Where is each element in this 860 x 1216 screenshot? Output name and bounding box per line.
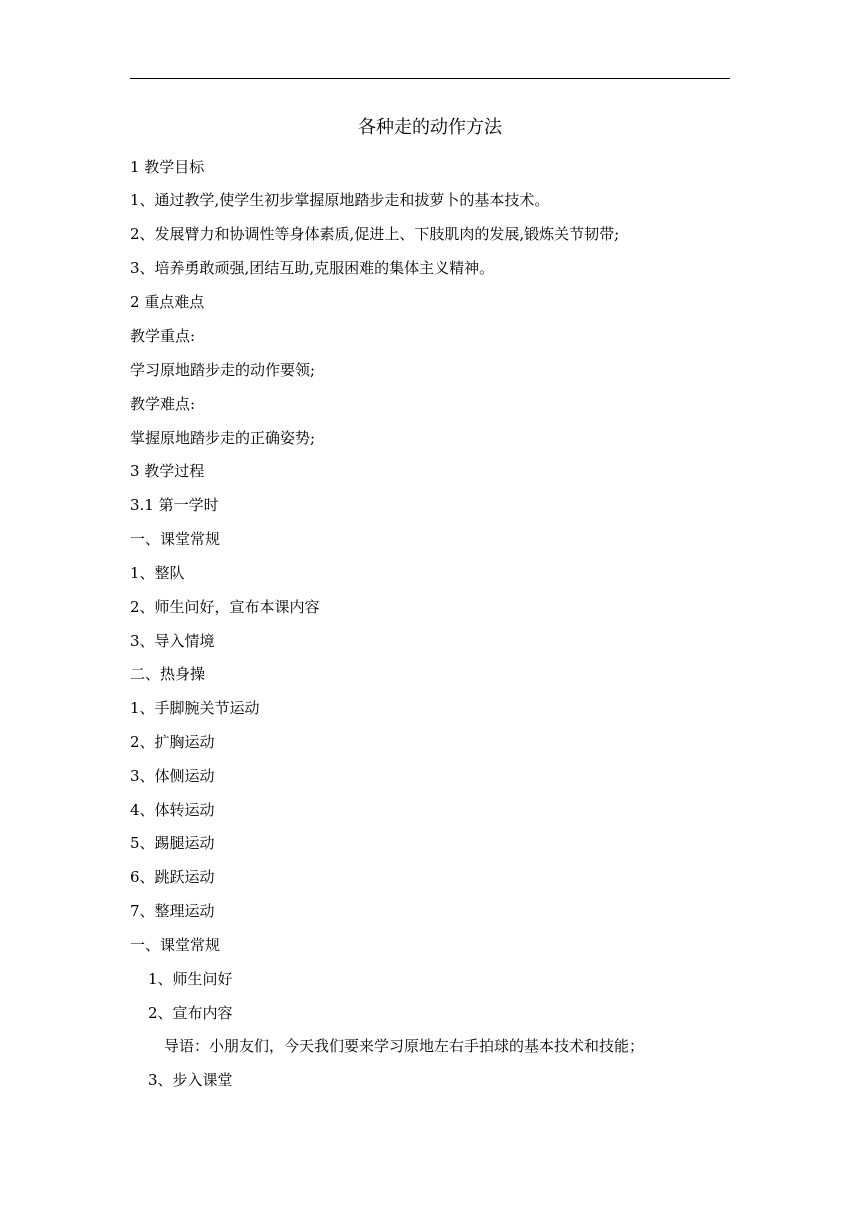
list-heading: 一、课堂常规	[130, 936, 221, 954]
objective-item: 2、发展臂力和协调性等身体素质,促进上、下肢肌肉的发展,锻炼关节韧带;	[130, 225, 620, 243]
list-item: 2、宣布内容	[148, 1004, 233, 1022]
list-item: 3、体侧运动	[130, 767, 215, 785]
list-item: 3、步入课堂	[148, 1071, 233, 1089]
section-heading: 2 重点难点	[130, 293, 205, 311]
list-heading: 二、热身操	[130, 665, 206, 683]
subsection-heading: 3.1 第一学时	[130, 496, 219, 514]
list-item: 3、导入情境	[130, 632, 215, 650]
list-item: 2、师生问好，宣布本课内容	[130, 598, 320, 616]
objective-item: 1、通过教学,使学生初步掌握原地踏步走和拔萝卜的基本技术。	[130, 191, 550, 209]
subheading: 教学重点:	[130, 327, 196, 345]
list-heading: 一、课堂常规	[130, 530, 221, 548]
header-rule	[130, 78, 730, 79]
list-item: 7、整理运动	[130, 902, 215, 920]
section-heading: 1 教学目标	[130, 158, 205, 176]
list-item: 1、手脚腕关节运动	[130, 699, 260, 717]
list-item: 6、跳跃运动	[130, 868, 215, 886]
list-item: 2、扩胸运动	[130, 733, 215, 751]
objective-item: 3、培养勇敢顽强,团结互助,克服困难的集体主义精神。	[130, 259, 495, 277]
document-title: 各种走的动作方法	[358, 117, 502, 138]
paragraph-line: 掌握原地踏步走的正确姿势;	[130, 429, 316, 447]
paragraph-line: 导语：小朋友们，今天我们要来学习原地左右手拍球的基本技术和技能；	[164, 1037, 645, 1055]
list-item: 5、踢腿运动	[130, 834, 215, 852]
list-item: 1、整队	[130, 564, 185, 582]
section-heading: 3 教学过程	[130, 462, 205, 480]
list-item: 4、体转运动	[130, 801, 215, 819]
subheading: 教学难点:	[130, 395, 196, 413]
paragraph-line: 学习原地踏步走的动作要领;	[130, 361, 316, 379]
list-item: 1、师生问好	[148, 970, 233, 988]
